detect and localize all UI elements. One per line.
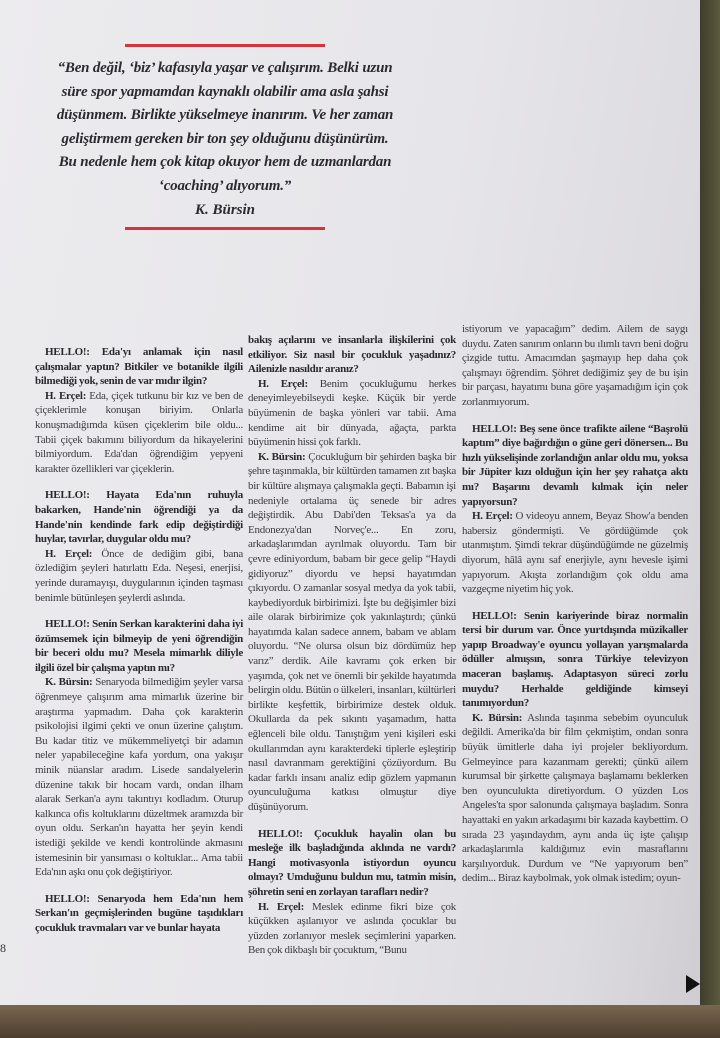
paragraph-text: HELLO!: Eda'yı anlamak için nasıl çalışmalar yaptın? Bitkiler ve botanikle ilgili bilmediği yok, senin de var mıdır ilgin?	[35, 346, 243, 388]
paragraph-text: Çocukluğum bir şehirden başka bir şehre taşınmakla, bir kültürden tamamen zıt başka bir kültüre alışmaya çalışmakla geçti. Babamın işi nedeniyle ortalama üç senede bir adres değiştirdik. Abu Dabi'den Teksas'a ya da Endonezya'dan Norveç'e... En zoru, arkadaşlarımdan ayrılmak oluyordu. Tam bir çevre ediniyordum, babam bir gece gelip “Haydi gidiyoruz” diyordu ve hepsi hayatımdan çıkıyordu. O zamanlar sosyal medya da yok tabii, kaybediyorduk birbirimizi. İşte bu değişimler bizi aile olarak birbirimize çok yakınlaştırdı; çünkü hayatımda kalan sadece annem, babam ve ablam oluyordu. “Ne olursa olsun biz dördümüz hep varız” derdik. Aile kavramı çok erken bir yaşımda, çok net ve önemli bir şekilde hayatımda belirgin oldu. Bütün o ülkeleri, insanları, kültürleri birlikte keşfettik, birbirimize destek olduk. Okullarda da pek sıkıntı yaşamadım, hatta eğlenceli bile oldu. Tanıştığım yeni kişileri eski okullarımdan aynı karakterdeki tiplerle eşleştirip nasıl davranmam gerektiğini çözüyordum. Bu kadar farklı insanı analiz edip gözlem yapmanın oyunculuğuma katkısı olmuştur diye düşünüyorum.	[248, 450, 456, 813]
paragraph-text: HELLO!: Senin kariyerinde biraz normalin tersi bir durum var. Önce yurtdışında müzikaller yapıp Broadway'e oyuncu yollayan yarışmalarda ödüller almışsın, sonra Türkiye televizyon maceran başlamış. Adaptasyon süreci zorlu muydu? Herhalde geldiğinde kimseyi tanımıyordun?	[462, 609, 688, 710]
paragraph-text: Meslek edinme fikri bize çok küçükken aşılanıyor ve aslında çocuklar bu yüzden zorlanıyor meslek seçimlerini yaparken. Ben çok dikbaşlı bir çocuktum, “Bunu	[248, 900, 456, 957]
article-column-1	[35, 345, 243, 936]
speaker-name: H. Erçel:	[45, 547, 93, 560]
interview-answer	[248, 900, 456, 958]
speaker-name: H. Erçel:	[472, 510, 513, 523]
interview-question	[35, 345, 243, 389]
paragraph-text: Benim çocukluğumu herkes deneyimleyebilseydi keşke. Küçük bir yerde büyümenin de başka yönleri var tabii. Ama kendime ait bir dünyada, ağaçta, parkta büyümenin hissi çok farklı.	[248, 377, 456, 449]
interview-answer	[462, 509, 688, 597]
interview-answer	[462, 711, 688, 886]
interview-answer	[248, 450, 456, 815]
speaker-name: H. Erçel:	[258, 900, 305, 913]
speaker-name: H. Erçel:	[45, 389, 87, 402]
paragraph-text: Önce de dediğim gibi, bana özlediğim şeyleri hatırlattı Eda. Neşesi, enerjisi, yerinde duramayışı, duygularının içinden taşması benimle bütünleşen şeylerdi aslında.	[35, 547, 243, 604]
background-edge	[698, 0, 720, 1038]
quote-text: “Ben değil, ‘biz’ kafasıyla yaşar ve çalışırım. Belki uzun süre spor yapmamdan kaynaklı olabilir ama asla şahsi düşünmem. Birlikte yükselmeye inanırım. Ve her zaman geliştirmem gereken bir ton şey olduğunu düşünürüm. Bu nedenle hem çok kitap okuyor hem de uzmanlardan ‘coaching’ alıyorum.”	[56, 60, 394, 194]
interview-question	[462, 609, 688, 711]
interview-answer	[35, 547, 243, 605]
interview-question	[248, 827, 456, 900]
speaker-name: H. Erçel:	[258, 377, 308, 390]
speaker-name: K. Bürsin:	[45, 676, 93, 689]
quote-author: K. Bürsin	[194, 202, 256, 218]
page-number: 8	[0, 941, 6, 955]
paragraph-text: HELLO!: Hayata Eda'nın ruhuyla bakarken, Hande'nin öğrendiği ya da Hande'nin kendinde fark edip değiştirdiği huylar, tavırlar, duygular oldu mu?	[35, 489, 243, 546]
paragraph-text: HELLO!: Senin Serkan karakterini daha iyi özümsemek için bilmeyip de yeni öğrendiğin bir beceri oldu mu? Mesela mimarlık diliyle ilgili özel bir çalışma yaptın mı?	[35, 618, 243, 674]
quote-bottom-rule	[125, 227, 325, 230]
paragraph-text: bakış açılarını ve insanlarla ilişkilerini çok etkiliyor. Siz nasıl bir çocukluk yaşadınız? Ailenizle nasıldır aranız?	[248, 334, 456, 376]
paragraph-text: Senaryoda bilmediğim şeyler varsa öğrenmeye çalışırım ama mimarlık üzerine bir araştırma yapmadım. Daha çok karakterin psikolojisi ilgimi çekti ve onun üzerine çalıştım. Bu kadar titiz ve mükemmeliyetçi bir adamın neler yapabileceğine kafa yordum, ona yakışır minik nüanslar aradım. Lisede sandalyelerin düzenine takık bir hocam vardı, ondan ilham alarak Serkan'a aynı takıntıyı kodladım. Oturup kalkınca ofis koltuklarını düzeltmek aramızda bir oyun oldu. Serkan'ın hayatta her şeyin kendi istediği şekilde ve kendi kontrolünde akmasını istemesinin bir yansıması o koltuklar... Ama tabii Eda'nın aşkı onu çok değiştiriyor.	[35, 676, 243, 879]
article-column-2	[248, 333, 456, 958]
paragraph-text: HELLO!: Senaryoda hem Eda'nın hem Serkan'ın geçmişlerinden bugüne taşıdıkları çocukluk travmaları var ve bunlar hayata	[35, 892, 243, 934]
paragraph-text: HELLO!: Beş sene önce trafikte ailene “Başrolü kaptım” diye bağırdığın o güne geri dönersen... Bu hızlı yükselişinde zorlandığın anlar oldu mu, yoksa bir Jüpiter kızı olduğun için her şey rahatça aktı mı? Başarını devamlı kılmak için neler yapıyorsun?	[462, 422, 688, 508]
interview-answer	[248, 377, 456, 450]
paragraph-text: HELLO!: Çocukluk hayalin olan bu mesleğe ilk başladığında aklında ne vardı? Hangi motivasyonla istiyordun oyuncu olmayı? Umduğunu buldun mu, tatmin misin, şöhretin seni en zorlayan tarafları nedir?	[248, 827, 456, 898]
paragraph-text: Eda, çiçek tutkunu bir kız ve ben de çiçeklerimle konuşan biriyim. Onlarla konuşmadığımda küsen çiçeklerim bile oldu... Tabii çiçek bakımını biliyordum da hikayelerini bilmiyordum. Eda'dan öğrendiğim yepyeni karakter özellikleri var çiçeklerin.	[35, 389, 243, 475]
interview-question	[35, 488, 243, 546]
continue-arrow-icon	[686, 975, 700, 993]
interview-answer	[35, 389, 243, 477]
interview-question	[35, 892, 243, 936]
pull-quote	[55, 44, 395, 230]
paragraph-text: Aslında taşınma sebebim oyunculuk değildi. Amerika'da bir film çekmiştim, ondan sonra büyük ümitlerle daha iyi projeler bekliyordum. Gelmeyince para kazanmam gerekti; çünkü ailem kurumsal bir şirkette çalışmaya başlamamı beklerken ben oyunculukta diretiyordum. O yüzden Los Angeles'ta spor salonunda çalışmaya başladım. Sonra hayattaki en yakın arkadaşımı bir kazada kaybettim. O sırada 23 yaşındaydım, aynı anda üç işte çalışıp arkadaşlarımla kaldığımız evin masraflarını karşılıyorduk. Durdum ve “Ne yapıyorum ben” dedim... Biraz kaybolmak, yok olmak istedim; oyun-	[462, 711, 688, 885]
quote-top-rule	[125, 44, 325, 47]
interview-question	[35, 617, 243, 675]
speaker-name: K. Bürsin:	[258, 450, 306, 463]
paragraph-text: O videoyu annem, Beyaz Show'a benden habersiz göndermişti. Ve gördüğümde çok utanmıştım. Şimdi tekrar düşündüğümde ne güzelmiş diyorum, hâlâ aynı saf enerjiyle, aynı hevesle işimi yapıyorum. Akışta zorlandığım çok oldu ama vazgeçme niyetim hiç yok.	[462, 510, 688, 596]
paragraph-text: istiyorum ve yapacağım” dedim. Ailem de saygı duydu. Zaten sanırım onların bu ılımlı tavrı beni doğru çizgide tuttu. Amacımdan şaşmayıp hep daha çok çalışmayı öğrendim. Şöhret dediğimiz şey de bu işin bir parçası, hayatımı buna göre yaşamadığım için çok zorlanmıyorum.	[462, 323, 688, 408]
speaker-name: K. Bürsin:	[472, 711, 523, 724]
background-floor	[0, 1005, 720, 1038]
interview-answer	[462, 322, 688, 410]
interview-question	[248, 333, 456, 377]
article-column-3	[462, 322, 688, 886]
interview-question	[462, 422, 688, 510]
interview-answer	[35, 675, 243, 879]
